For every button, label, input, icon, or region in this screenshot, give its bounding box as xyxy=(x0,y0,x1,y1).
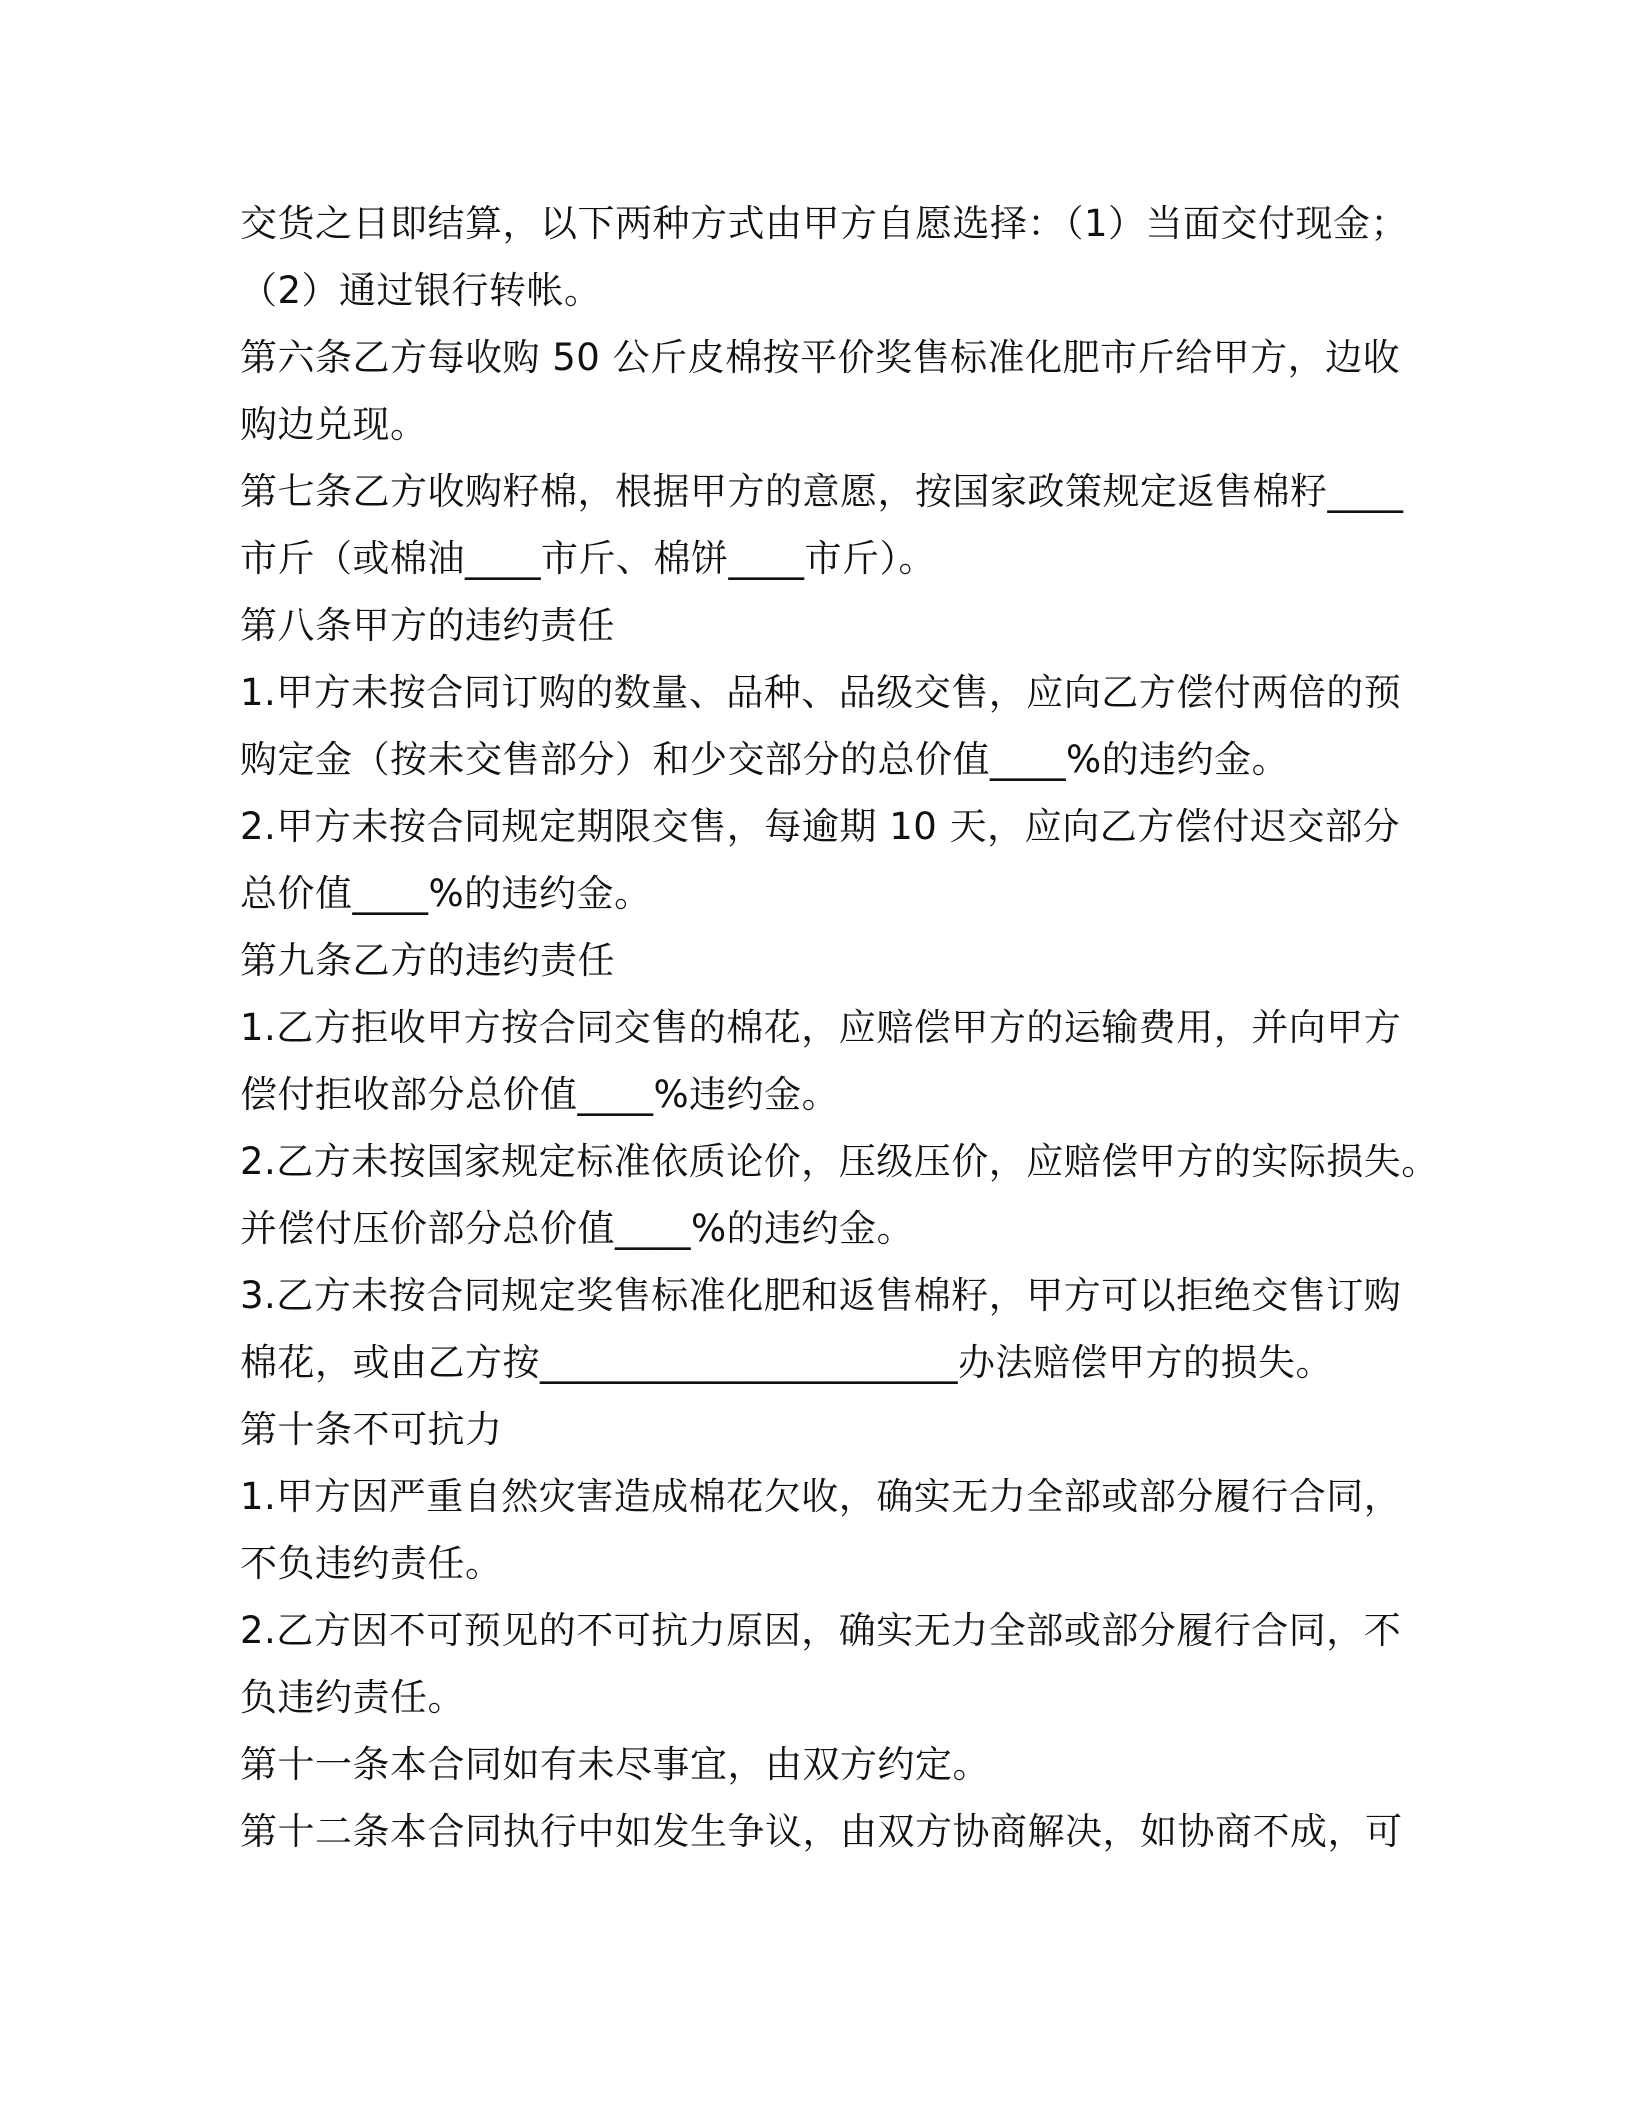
text-line: 负违约责任。 xyxy=(240,1676,465,1719)
text-line: 棉花，或由乙方按______________________办法赔偿甲方的损失。 xyxy=(240,1341,1333,1384)
text-line: 1.乙方拒收甲方按合同交售的棉花，应赔偿甲方的运输费用，并向甲方 xyxy=(240,1006,1402,1049)
text-line: 不负违约责任。 xyxy=(240,1542,503,1585)
text-line: 2.甲方未按合同规定期限交售，每逾期 10 天，应向乙方偿付迟交部分 xyxy=(240,805,1400,848)
text-line: 2.乙方未按国家规定标准依质论价，压级压价，应赔偿甲方的实际损失。 xyxy=(240,1140,1439,1183)
text-line: 总价值____%的违约金。 xyxy=(240,872,652,915)
text-line: 第六条乙方每收购 50 公斤皮棉按平价奖售标准化肥市斤给甲方，边收 xyxy=(240,336,1401,379)
text-line: 1.甲方未按合同订购的数量、品种、品级交售，应向乙方偿付两倍的预 xyxy=(240,671,1402,714)
text-line: 3.乙方未按合同规定奖售标准化肥和返售棉籽，甲方可以拒绝交售订购 xyxy=(240,1274,1402,1317)
text-line: 并偿付压价部分总价值____%的违约金。 xyxy=(240,1207,915,1250)
text-line: 第十二条本合同执行中如发生争议，由双方协商解决，如协商不成，可 xyxy=(240,1810,1403,1853)
document-body xyxy=(240,190,1439,1865)
text-line: 第七条乙方收购籽棉，根据甲方的意愿，按国家政策规定返售棉籽____ xyxy=(240,470,1404,513)
text-line: 交货之日即结算，以下两种方式由甲方自愿选择：（1）当面交付现金； xyxy=(240,202,1409,245)
text-line: （2）通过银行转帐。 xyxy=(240,269,602,312)
text-line: 2.乙方因不可预见的不可抗力原因，确实无力全部或部分履行合同，不 xyxy=(240,1609,1402,1652)
section-heading: 第八条甲方的违约责任 xyxy=(240,604,615,647)
text-line: 购边兑现。 xyxy=(240,403,428,446)
text-line: 购定金（按未交售部分）和少交部分的总价值____%的违约金。 xyxy=(240,738,1290,781)
section-heading: 第九条乙方的违约责任 xyxy=(240,939,615,982)
text-line: 市斤（或棉油____市斤、棉饼____市斤）。 xyxy=(240,537,936,580)
text-line: 第十一条本合同如有未尽事宜，由双方约定。 xyxy=(240,1743,990,1786)
text-line: 偿付拒收部分总价值____%违约金。 xyxy=(240,1073,840,1116)
section-heading: 第十条不可抗力 xyxy=(240,1408,503,1451)
text-line: 1.甲方因严重自然灾害造成棉花欠收，确实无力全部或部分履行合同， xyxy=(240,1475,1402,1518)
